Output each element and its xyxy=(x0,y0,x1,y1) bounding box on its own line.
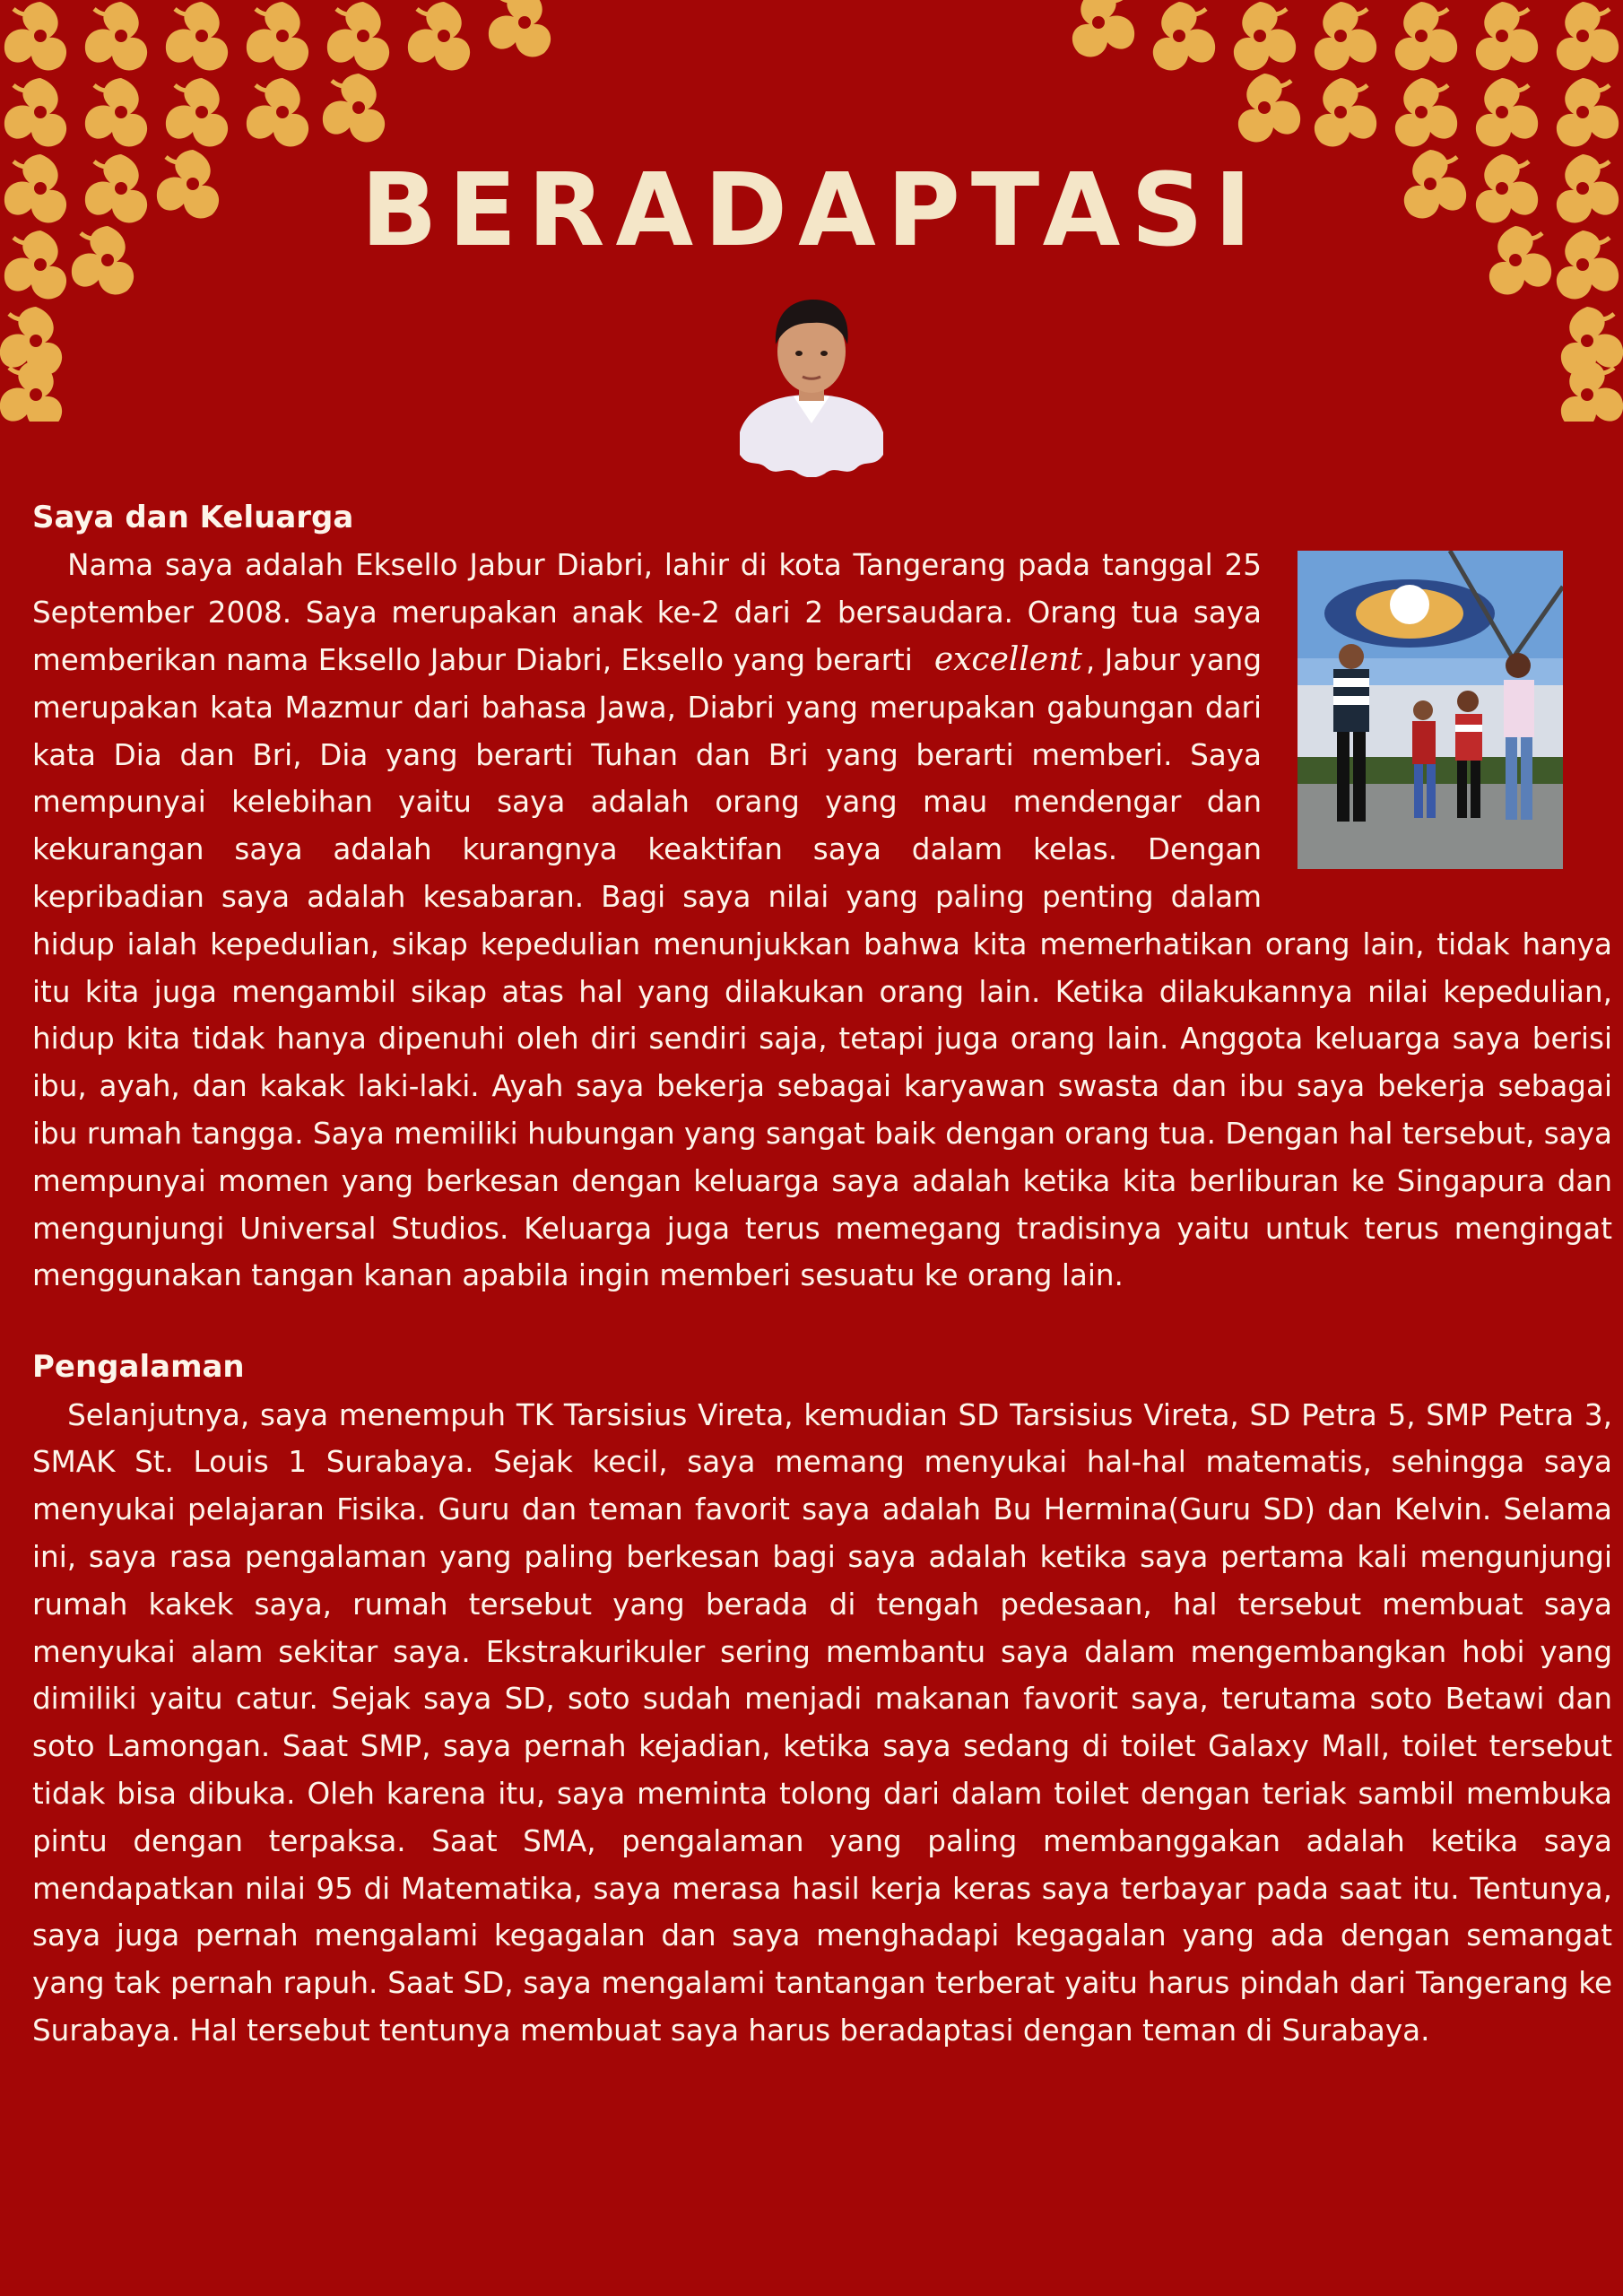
section-heading-family: Saya dan Keluarga xyxy=(32,500,354,535)
paragraph-text-part-1: Nama saya adalah Eksello Jabur Diabri, lahir di kota Tangerang pada tanggal 25 September 2008. Saya merupakan anak ke-2 dari 2 bersaudara. Orang tua saya memberikan nama Eksello Jabur Diabri, Eksello yang berarti xyxy=(32,548,1262,677)
italic-word: excellent xyxy=(933,640,1082,678)
section-experience-paragraph: Selanjutnya, saya menempuh TK Tarsisius Vireta, kemudian SD Tarsisius Vireta, SD Petra 5, SMP Petra 3, SMAK St. Louis 1 Surabaya. Sejak kecil, saya memang menyukai hal-hal matematis, sehingga saya menyukai pelajaran Fisika. Guru dan teman favorit saya adalah Bu Hermina(Guru SD) dan Kelvin. Selama ini, saya rasa pengalaman yang paling berkesan bagi saya adalah ketika saya pertama kali mengunjungi rumah kakek saya, rumah tersebut yang berada di tengah pedesaan, hal tersebut membuat saya menyukai alam sekitar saya. Ekstrakurikuler sering membantu saya dalam mengembangkan hobi yang dimiliki yaitu catur. Sejak saya SD, soto sudah menjadi makanan favorit saya, terutama soto Betawi dan soto Lamongan. Saat SMP, saya pernah kejadian, ketika saya sedang di toilet Galaxy Mall, toilet tersebut tidak bisa dibuka. Oleh karena itu, saya meminta tolong dari dalam toilet dengan teriak sambil membuka pintu dengan terpaksa. Saat SMA, pengalaman yang paling membanggakan adalah ketika saya mendapatkan nilai 95 di Matematika, saya merasa hasil kerja keras saya terbayar pada saat itu. Tentunya, saya juga pernah mengalami kegagalan dan saya menghadapi kegagalan yang ada dengan semangat yang tak pernah rapuh. Saat SD, saya mengalami tantangan terberat yaitu harus pindah dari Tangerang ke Surabaya. Hal tersebut tentunya membuat saya harus beradaptasi dengan teman di Surabaya. xyxy=(32,1397,1612,2048)
section-experience xyxy=(32,1343,1612,2055)
paragraph-text-part-2: , Jabur yang merupakan kata Mazmur dari bahasa Jawa, Diabri yang merupakan gabungan dari kata Dia dan Bri, Dia yang berarti Tuhan dan Bri yang berarti memberi. Saya mempunyai kelebihan yaitu saya adalah orang yang mau mendengar dan kekurangan saya adalah kurangnya keaktifan saya dalam kelas. Dengan kepribadian saya adalah kesabaran. Bagi saya nilai yang paling penting dalam hidup ialah kepedulian, sikap kepedulian menunjukkan bahwa kita memerhatikan orang lain, tidak hanya itu kita juga mengambil sikap atas hal yang dilakukan orang lain. Ketika dilakukannya nilai kepedulian, hidup kita tidak hanya dipenuhi oleh diri sendiri saja, tetapi juga orang lain. Anggota keluarga saya berisi ibu, ayah, dan kakak laki-laki. Ayah saya bekerja sebagai karyawan swasta dan ibu saya bekerja sebagai ibu rumah tangga. Saya memiliki hubungan yang sangat baik dengan orang tua. Dengan hal tersebut, saya mempunyai momen yang berkesan dengan keluarga saya adalah ketika kita berliburan ke Singapura dan mengunjungi Universal Studios. Keluarga juga terus memegang tradisinya yaitu untuk terus mengingat menggunakan tangan kanan apabila ingin memberi sesuatu ke orang lain. xyxy=(32,642,1612,1293)
portrait-photo xyxy=(731,289,892,477)
page-title: BERADAPTASI xyxy=(360,152,1263,269)
main-content xyxy=(32,493,1612,2055)
section-heading-experience: Pengalaman xyxy=(32,1349,245,1386)
section-family-body xyxy=(32,542,1612,1300)
family-photo xyxy=(1298,551,1563,869)
